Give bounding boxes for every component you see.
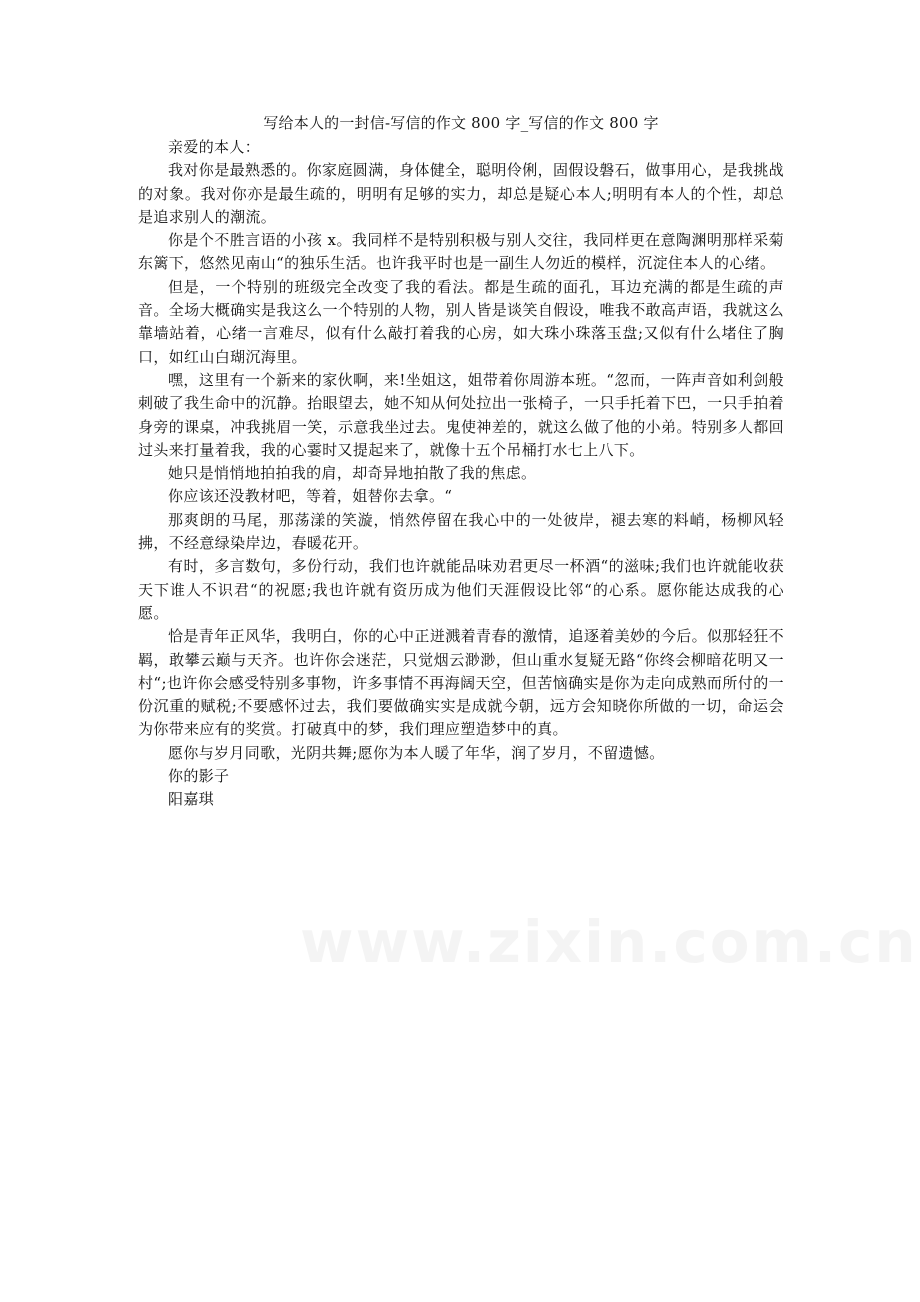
- document-title: 写给本人的一封信-写信的作文 800 字_写信的作文 800 字: [263, 114, 659, 132]
- paragraph-4: 嘿，这里有一个新来的家伙啊，来!坐姐这，姐带着你周游本班。“忽而，一阵声音如利剑般刺破了我生命中的沉静。抬眼望去，她不知从何处拉出一张椅子，一只手托着下巴，一只手拍着身旁的课桌，冲我挑眉一笑，示意我坐过去。鬼使神差的，就这么做了他的小弟。特别多人都回过头来打量着我，我的心霎时又提起来了，就像十五个吊桶打水七上八下。: [138, 370, 784, 459]
- salutation: 亲爱的本人：: [168, 138, 261, 156]
- paragraph-3: 但是，一个特别的班级完全改变了我的看法。都是生疏的面孔，耳边充满的都是生疏的声音。全场大概确实是我这么一个特别的人物，别人皆是谈笑自假设，唯我不敢高声语，我就这么靠墙站着，心绪一言难尽，似有什么敲打着我的心房，如大珠小珠落玉盘;又似有什么堵住了胸口，如红山白瑚沉海里。: [138, 277, 784, 366]
- paragraph-1: 我对你是最熟悉的。你家庭圆满，身体健全，聪明伶俐，固假设磐石，做事用心，是我挑战的对象。我对你亦是最生疏的，明明有足够的实力，却总是疑心本人;明明有本人的个性，却总是追求别人的潮流。: [138, 161, 784, 226]
- paragraph-8: 有时，多言数句，多份行动，我们也许就能品味劝君更尽一杯酒“的滋味;我们也许就能收获天下谁人不识君“的祝愿;我也许就有资历成为他们天涯假设比邻“的心系。愿你能达成我的心愿。: [138, 557, 784, 622]
- closing: 你的影子: [168, 767, 230, 786]
- paragraph-6: 你应该还没教材吧，等着，姐替你去拿。“: [168, 487, 453, 506]
- signature: 阳嘉琪: [168, 790, 215, 809]
- paragraph-7: 那爽朗的马尾，那荡漾的笑漩，悄然停留在我心中的一处彼岸，褪去寒的料峭，杨柳风轻拂，不经意绿染岸边，春暖花开。: [138, 510, 784, 553]
- document-page: [138, 112, 784, 812]
- paragraph-5: 她只是悄悄地拍拍我的肩，却奇异地拍散了我的焦虑。: [168, 464, 537, 483]
- paragraph-10: 愿你与岁月同歌，光阴共舞;愿你为本人暖了年华，润了岁月，不留遗憾。: [168, 743, 665, 762]
- paragraph-9: 恰是青年正风华，我明白，你的心中正迸溅着青春的激情，追逐着美妙的今后。似那轻狂不羁，敢攀云巅与天齐。也许你会迷茫，只觉烟云渺渺，但山重水复疑无路“你终会柳暗花明又一村“;也许你会感受特别多事物，许多事情不再海阔天空，但苦恼确实是你为走向成熟而所付的一份沉重的赋税;不要感怀过去，我们要做确实实是成就今朝，远方会知晓你所做的一切，命运会为你带来应有的奖赏。打破真中的梦，我们理应塑造梦中的真。: [138, 627, 784, 739]
- paragraph-2: 你是个不胜言语的小孩 x。我同样不是特别积极与别人交往，我同样更在意陶渊明那样采菊东篱下，悠然见南山“的独乐生活。也许我平时也是一副生人勿近的模样，沉淀住本人的心绪。: [138, 231, 784, 273]
- watermark: [300, 908, 918, 976]
